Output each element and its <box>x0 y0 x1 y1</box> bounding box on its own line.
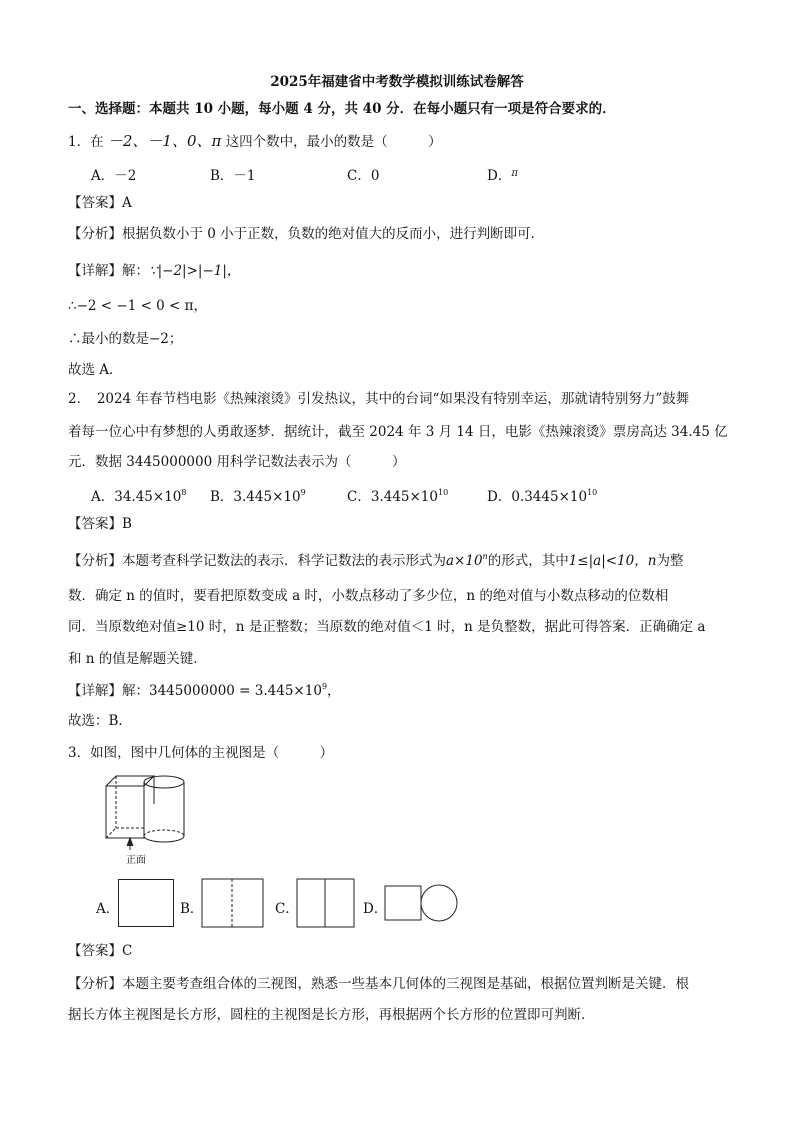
q3-solid-figure <box>100 770 200 870</box>
page-title: 2025年福建省中考数学模拟训练试卷解答 <box>270 74 524 90</box>
q1-option-d-label: D． <box>487 168 512 184</box>
q2-stem-line-3: 元．数据 3445000000 用科学记数法表示为（ ） <box>68 454 406 470</box>
q1-detail-2: ∴−2 < −1 < 0 < π， <box>68 298 208 314</box>
q3-analysis-line-1: 【分析】本题主要考查组合体的三视图，熟悉一些基本几何体的三视图是基础，根据位置判断是关键．根 <box>68 976 689 992</box>
q1-option-b: B．－1 <box>210 168 256 184</box>
q2-stem-line-2: 着每一位心中有梦想的人勇敢逐梦．据统计，截至 2024 年 3 月 14 日，电影《热辣滚烫》票房高达 34.45 亿 <box>68 424 728 440</box>
q2-option-a-label: A． <box>91 489 115 505</box>
q2-option-b <box>210 485 306 505</box>
q2-analysis-text-d: 为整 <box>656 553 684 569</box>
cuboid-top-face <box>106 776 154 786</box>
q2-option-d-label: D． <box>487 489 512 505</box>
q3-stem: 3．如图，图中几何体的主视图是（ ） <box>68 745 334 761</box>
q1-detail-3: ∴最小的数是−2； <box>68 331 183 347</box>
q2-detail <box>68 682 341 700</box>
cylinder-bottom-front <box>144 836 184 842</box>
q3-option-b-label: B． <box>180 901 204 917</box>
q2-option-c-exponent: 10 <box>437 488 449 497</box>
section-heading: 一、选择题：本题共 10 小题，每小题 4 分，共 40 分．在每小题只有一项是符合要求的． <box>68 101 616 117</box>
q2-option-a-exponent: 8 <box>181 488 187 497</box>
cuboid-front-face <box>106 786 144 838</box>
q3-option-c-label: C． <box>275 901 299 917</box>
q2-answer: 【答案】B <box>68 516 132 532</box>
q2-option-c-mantissa: 3.445×10 <box>370 489 438 505</box>
q2-option-a-mantissa: 34.45×10 <box>114 489 182 505</box>
q3-option-d-circle <box>421 885 457 921</box>
q1-option-d-pi: π <box>511 168 518 179</box>
q2-analysis-formula-exponent: n <box>482 552 488 561</box>
q2-option-c <box>347 485 448 505</box>
q3-answer: 【答案】C <box>68 943 133 959</box>
q3-option-c-figure <box>296 878 356 928</box>
q2-stem-line-1: 2． 2024 年春节档电影《热辣滚烫》引发热议，其中的台词“如果没有特别幸运，那就请特别努力”鼓舞 <box>68 391 690 407</box>
q1-choose: 故选 A． <box>68 362 123 378</box>
q2-analysis-text-b: 的形式，其中 <box>487 553 569 569</box>
q2-option-b-label: B． <box>210 489 234 505</box>
q1-analysis: 【分析】根据负数小于 0 小于正数，负数的绝对值大的反而小，进行判断即可． <box>68 226 545 242</box>
q1-detail-1 <box>68 262 240 280</box>
cylinder-bottom-back <box>144 830 184 836</box>
q3-analysis-line-2: 据长方体主视图是长方形，圆柱的主视图是长方形，再根据两个长方形的位置即可判断． <box>68 1007 595 1023</box>
q2-option-a <box>91 485 186 505</box>
front-label: 正面 <box>126 855 146 866</box>
q2-option-b-mantissa: 3.445×10 <box>233 489 301 505</box>
cylinder-top <box>144 776 184 788</box>
q1-option-a: A．－2 <box>91 168 137 184</box>
front-arrowhead <box>127 838 133 846</box>
q1-detail-math: ∵|−2|>|−1|， <box>149 263 241 279</box>
q2-option-d-mantissa: 0.3445×10 <box>511 489 588 505</box>
cuboid-hidden-diagonal <box>106 828 116 838</box>
q1-answer: 【答案】A <box>68 195 132 211</box>
q3-option-d-square <box>385 886 421 920</box>
q3-option-d-label: D． <box>363 901 388 917</box>
q2-analysis-line-3: 同．当原数绝对值≥10 时，n 是正整数；当原数的绝对值＜1 时，n 是负整数，据此可得答案．正确确定 a <box>68 619 706 635</box>
q2-detail-text: 【详解】解：3445000000 = 3.445×10 <box>68 683 322 699</box>
q2-analysis-n: n <box>647 553 657 569</box>
q1-suffix: 这四个数中，最小的数是（ ） <box>225 134 442 150</box>
q2-choose: 故选：B． <box>68 713 132 729</box>
q1-numbers: －2、－1、0、π <box>107 132 222 150</box>
q1-option-c: C．0 <box>347 168 380 184</box>
q2-analysis-range: 1≤|a|<10， <box>568 553 648 569</box>
q1-detail-prefix: 【详解】解： <box>68 263 149 279</box>
q2-detail-end: ， <box>327 683 341 699</box>
q3-option-d-figure <box>384 884 460 924</box>
q2-option-b-exponent: 9 <box>300 488 306 497</box>
q3-option-b-figure <box>201 878 265 928</box>
q2-detail-exponent: 9 <box>321 682 328 691</box>
q2-analysis-line-2: 数．确定 n 的值时，要看把原数变成 a 时，小数点移动了多少位，n 的绝对值与小数点移动的位数相 <box>68 588 669 604</box>
q2-option-d-exponent: 10 <box>587 488 598 497</box>
q1-option-d <box>487 164 518 184</box>
q2-option-d <box>487 485 597 505</box>
q2-option-c-label: C． <box>347 489 371 505</box>
q1-prefix: 1．在 <box>68 134 104 150</box>
q1-stem <box>68 132 442 151</box>
q2-analysis-text-a: 【分析】本题考查科学记数法的表示．科学记数法的表示形式为 <box>68 553 446 569</box>
q3-option-a-label: A． <box>96 901 120 917</box>
q2-analysis-formula: a×10 <box>446 553 483 569</box>
q2-analysis-line-4: 和 n 的值是解题关键． <box>68 651 207 667</box>
q2-analysis-line-1 <box>68 552 683 570</box>
q3-option-a-figure <box>118 879 174 927</box>
